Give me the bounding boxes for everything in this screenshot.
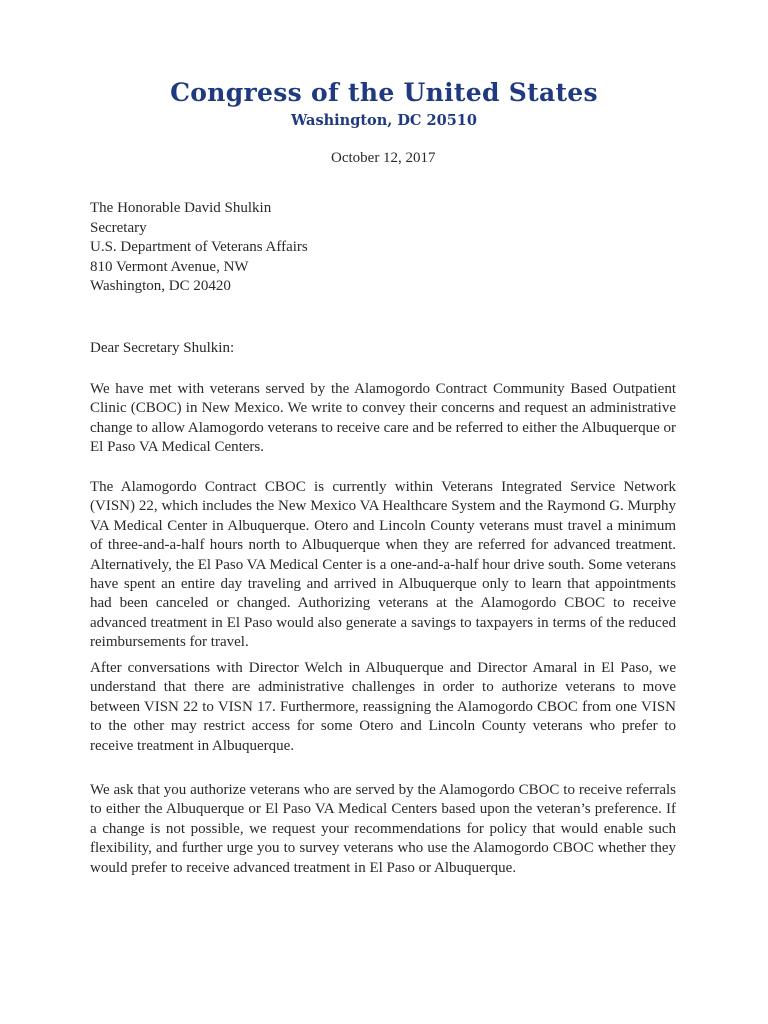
address-line: The Honorable David Shulkin	[90, 200, 272, 216]
address-line: U.S. Department of Veterans Affairs	[90, 239, 308, 256]
body-paragraph: The Alamogordo Contract CBOC is currently within Veterans Integrated Service Network (VISN) 22, which includes the New Mexico VA Healthcare System and the Raymond G. Murphy VA Medical Center in Albuquerque. Otero and Lincoln County veterans must travel a minimum of three-and-a-half hours north to Albuquerque when they are referred for advanced treatment. Alternatively, the El Paso VA Medical Center is a one-and-a-half hour drive south. Some veterans have spent an entire day traveling and arrived in Albuquerque only to learn that appointments had been canceled or changed. Authorizing veterans at the Alamogordo CBOC to receive advanced treatment in El Paso would also generate a savings to taxpayers in terms of the reduced reimbursements for travel.	[90, 479, 676, 651]
letter-date: October 12, 2017	[331, 150, 436, 166]
address-line: Secretary	[90, 219, 147, 236]
body-paragraph: After conversations with Director Welch in Albuquerque and Director Amaral in El Paso, we understand that there are administrative challenges in order to authorize veterans to move between VISN 22 to VISN 17. Furthermore, reassigning the Alamogordo CBOC from one VISN to the other may restrict access for some Otero and Lincoln County veterans who prefer to receive treatment in Albuquerque.	[90, 660, 676, 754]
address-line: Washington, DC 20420	[90, 278, 231, 295]
recipient-address	[90, 199, 308, 297]
body-paragraph: We have met with veterans served by the Alamogordo Contract Community Based Outpatient Clinic (CBOC) in New Mexico. We write to convey their concerns and request an administrative change to allow Alamogordo veterans to receive care and be referred to either the Albuquerque or El Paso VA Medical Centers.	[90, 381, 676, 456]
address-line: 810 Vermont Avenue, NW	[90, 258, 249, 275]
body-paragraph: We ask that you authorize veterans who are served by the Alamogordo CBOC to receive referrals to either the Albuquerque or El Paso VA Medical Centers based upon the veteran’s preference. If a change is not possible, we request your recommendations for policy that would enable such flexibility, and further urge you to survey veterans who use the Alamogordo CBOC whether they would prefer to receive advanced treatment in El Paso or Albuquerque.	[90, 782, 676, 876]
letterhead-location: Washington, DC 20510	[291, 112, 477, 129]
letterhead-title: Congress of the United States	[170, 78, 598, 107]
salutation: Dear Secretary Shulkin:	[90, 340, 235, 356]
